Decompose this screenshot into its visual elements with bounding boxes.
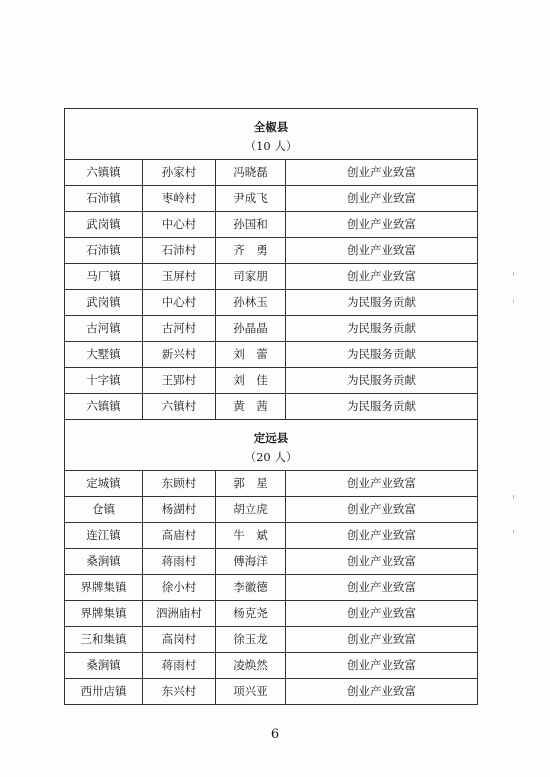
category-cell: 创业产业致富 bbox=[286, 238, 478, 264]
category-cell: 为民服务贡献 bbox=[286, 342, 478, 368]
village-cell: 东兴村 bbox=[143, 679, 216, 705]
table-row bbox=[65, 471, 478, 497]
town-cell: 武岗镇 bbox=[65, 212, 143, 238]
table-row bbox=[65, 160, 478, 186]
category-cell: 创业产业致富 bbox=[286, 679, 478, 705]
county-count-row bbox=[65, 137, 478, 160]
person-name-cell: 齐 勇 bbox=[216, 238, 286, 264]
category-cell: 创业产业致富 bbox=[286, 186, 478, 212]
table-row bbox=[65, 238, 478, 264]
scan-mark bbox=[513, 300, 514, 303]
person-name-cell: 郭 星 bbox=[216, 471, 286, 497]
table-row bbox=[65, 575, 478, 601]
table-row bbox=[65, 523, 478, 549]
town-cell: 界牌集镇 bbox=[65, 575, 143, 601]
village-cell: 石沛村 bbox=[143, 238, 216, 264]
person-name-cell: 胡立虎 bbox=[216, 497, 286, 523]
category-cell: 为民服务贡献 bbox=[286, 316, 478, 342]
category-cell: 创业产业致富 bbox=[286, 523, 478, 549]
category-cell: 为民服务贡献 bbox=[286, 394, 478, 420]
page-number: 6 bbox=[270, 727, 280, 742]
town-cell: 定城镇 bbox=[65, 471, 143, 497]
table-row bbox=[65, 186, 478, 212]
category-cell: 为民服务贡献 bbox=[286, 290, 478, 316]
town-cell: 仓镇 bbox=[65, 497, 143, 523]
village-cell: 古河村 bbox=[143, 316, 216, 342]
category-cell: 创业产业致富 bbox=[286, 160, 478, 186]
table-row bbox=[65, 627, 478, 653]
table-row bbox=[65, 497, 478, 523]
person-name-cell: 司家朋 bbox=[216, 264, 286, 290]
village-cell: 徐小村 bbox=[143, 575, 216, 601]
person-name-cell: 刘 佳 bbox=[216, 368, 286, 394]
town-cell: 连江镇 bbox=[65, 523, 143, 549]
county-count: （10 人） bbox=[65, 137, 478, 160]
county-count-row bbox=[65, 448, 478, 471]
village-cell: 蒋雨村 bbox=[143, 653, 216, 679]
person-name-cell: 傅海洋 bbox=[216, 549, 286, 575]
person-name-cell: 凌焕然 bbox=[216, 653, 286, 679]
person-name-cell: 孙林玉 bbox=[216, 290, 286, 316]
town-cell: 武岗镇 bbox=[65, 290, 143, 316]
town-cell: 十字镇 bbox=[65, 368, 143, 394]
village-cell: 泗洲庙村 bbox=[143, 601, 216, 627]
town-cell: 古河镇 bbox=[65, 316, 143, 342]
category-cell: 创业产业致富 bbox=[286, 212, 478, 238]
person-name-cell: 徐玉龙 bbox=[216, 627, 286, 653]
county-name: 全椒县 bbox=[65, 109, 478, 138]
village-cell: 高庙村 bbox=[143, 523, 216, 549]
village-cell: 枣岭村 bbox=[143, 186, 216, 212]
person-name-cell: 项兴亚 bbox=[216, 679, 286, 705]
table-row bbox=[65, 653, 478, 679]
category-cell: 创业产业致富 bbox=[286, 471, 478, 497]
county-header-row bbox=[65, 109, 478, 138]
town-cell: 界牌集镇 bbox=[65, 601, 143, 627]
category-cell: 创业产业致富 bbox=[286, 549, 478, 575]
county-count: （20 人） bbox=[65, 448, 478, 471]
table-row bbox=[65, 679, 478, 705]
category-cell: 为民服务贡献 bbox=[286, 368, 478, 394]
town-cell: 六镇镇 bbox=[65, 160, 143, 186]
table-row bbox=[65, 342, 478, 368]
category-cell: 创业产业致富 bbox=[286, 575, 478, 601]
town-cell: 石沛镇 bbox=[65, 238, 143, 264]
town-cell: 马厂镇 bbox=[65, 264, 143, 290]
county-name: 定远县 bbox=[65, 420, 478, 449]
person-name-cell: 黄 茜 bbox=[216, 394, 286, 420]
table-row bbox=[65, 290, 478, 316]
table-row bbox=[65, 394, 478, 420]
town-cell: 三和集镇 bbox=[65, 627, 143, 653]
village-cell: 孙家村 bbox=[143, 160, 216, 186]
table-row bbox=[65, 264, 478, 290]
table-row bbox=[65, 316, 478, 342]
category-cell: 创业产业致富 bbox=[286, 627, 478, 653]
table-row bbox=[65, 368, 478, 394]
person-name-cell: 牛 斌 bbox=[216, 523, 286, 549]
village-cell: 杨湖村 bbox=[143, 497, 216, 523]
village-cell: 新兴村 bbox=[143, 342, 216, 368]
person-name-cell: 尹成飞 bbox=[216, 186, 286, 212]
town-cell: 大墅镇 bbox=[65, 342, 143, 368]
table-row bbox=[65, 601, 478, 627]
county-header-row bbox=[65, 420, 478, 449]
village-cell: 王郢村 bbox=[143, 368, 216, 394]
village-cell: 玉屏村 bbox=[143, 264, 216, 290]
scan-mark bbox=[513, 530, 514, 533]
town-cell: 西卅店镇 bbox=[65, 679, 143, 705]
village-cell: 六镇村 bbox=[143, 394, 216, 420]
town-cell: 桑涧镇 bbox=[65, 549, 143, 575]
person-name-cell: 刘 蕾 bbox=[216, 342, 286, 368]
person-name-cell: 李徽德 bbox=[216, 575, 286, 601]
category-cell: 创业产业致富 bbox=[286, 264, 478, 290]
table-row bbox=[65, 549, 478, 575]
category-cell: 创业产业致富 bbox=[286, 497, 478, 523]
person-name-cell: 孙国和 bbox=[216, 212, 286, 238]
town-cell: 石沛镇 bbox=[65, 186, 143, 212]
village-cell: 蒋雨村 bbox=[143, 549, 216, 575]
table-row bbox=[65, 212, 478, 238]
village-cell: 中心村 bbox=[143, 290, 216, 316]
town-cell: 六镇镇 bbox=[65, 394, 143, 420]
village-cell: 东顾村 bbox=[143, 471, 216, 497]
category-cell: 创业产业致富 bbox=[286, 653, 478, 679]
person-name-cell: 冯晓磊 bbox=[216, 160, 286, 186]
scan-mark bbox=[513, 272, 514, 276]
person-name-cell: 杨克尧 bbox=[216, 601, 286, 627]
category-cell: 创业产业致富 bbox=[286, 601, 478, 627]
village-cell: 高岗村 bbox=[143, 627, 216, 653]
village-cell: 中心村 bbox=[143, 212, 216, 238]
person-name-cell: 孙晶晶 bbox=[216, 316, 286, 342]
town-cell: 桑涧镇 bbox=[65, 653, 143, 679]
scan-mark bbox=[513, 495, 514, 499]
awardee-table bbox=[64, 108, 478, 705]
